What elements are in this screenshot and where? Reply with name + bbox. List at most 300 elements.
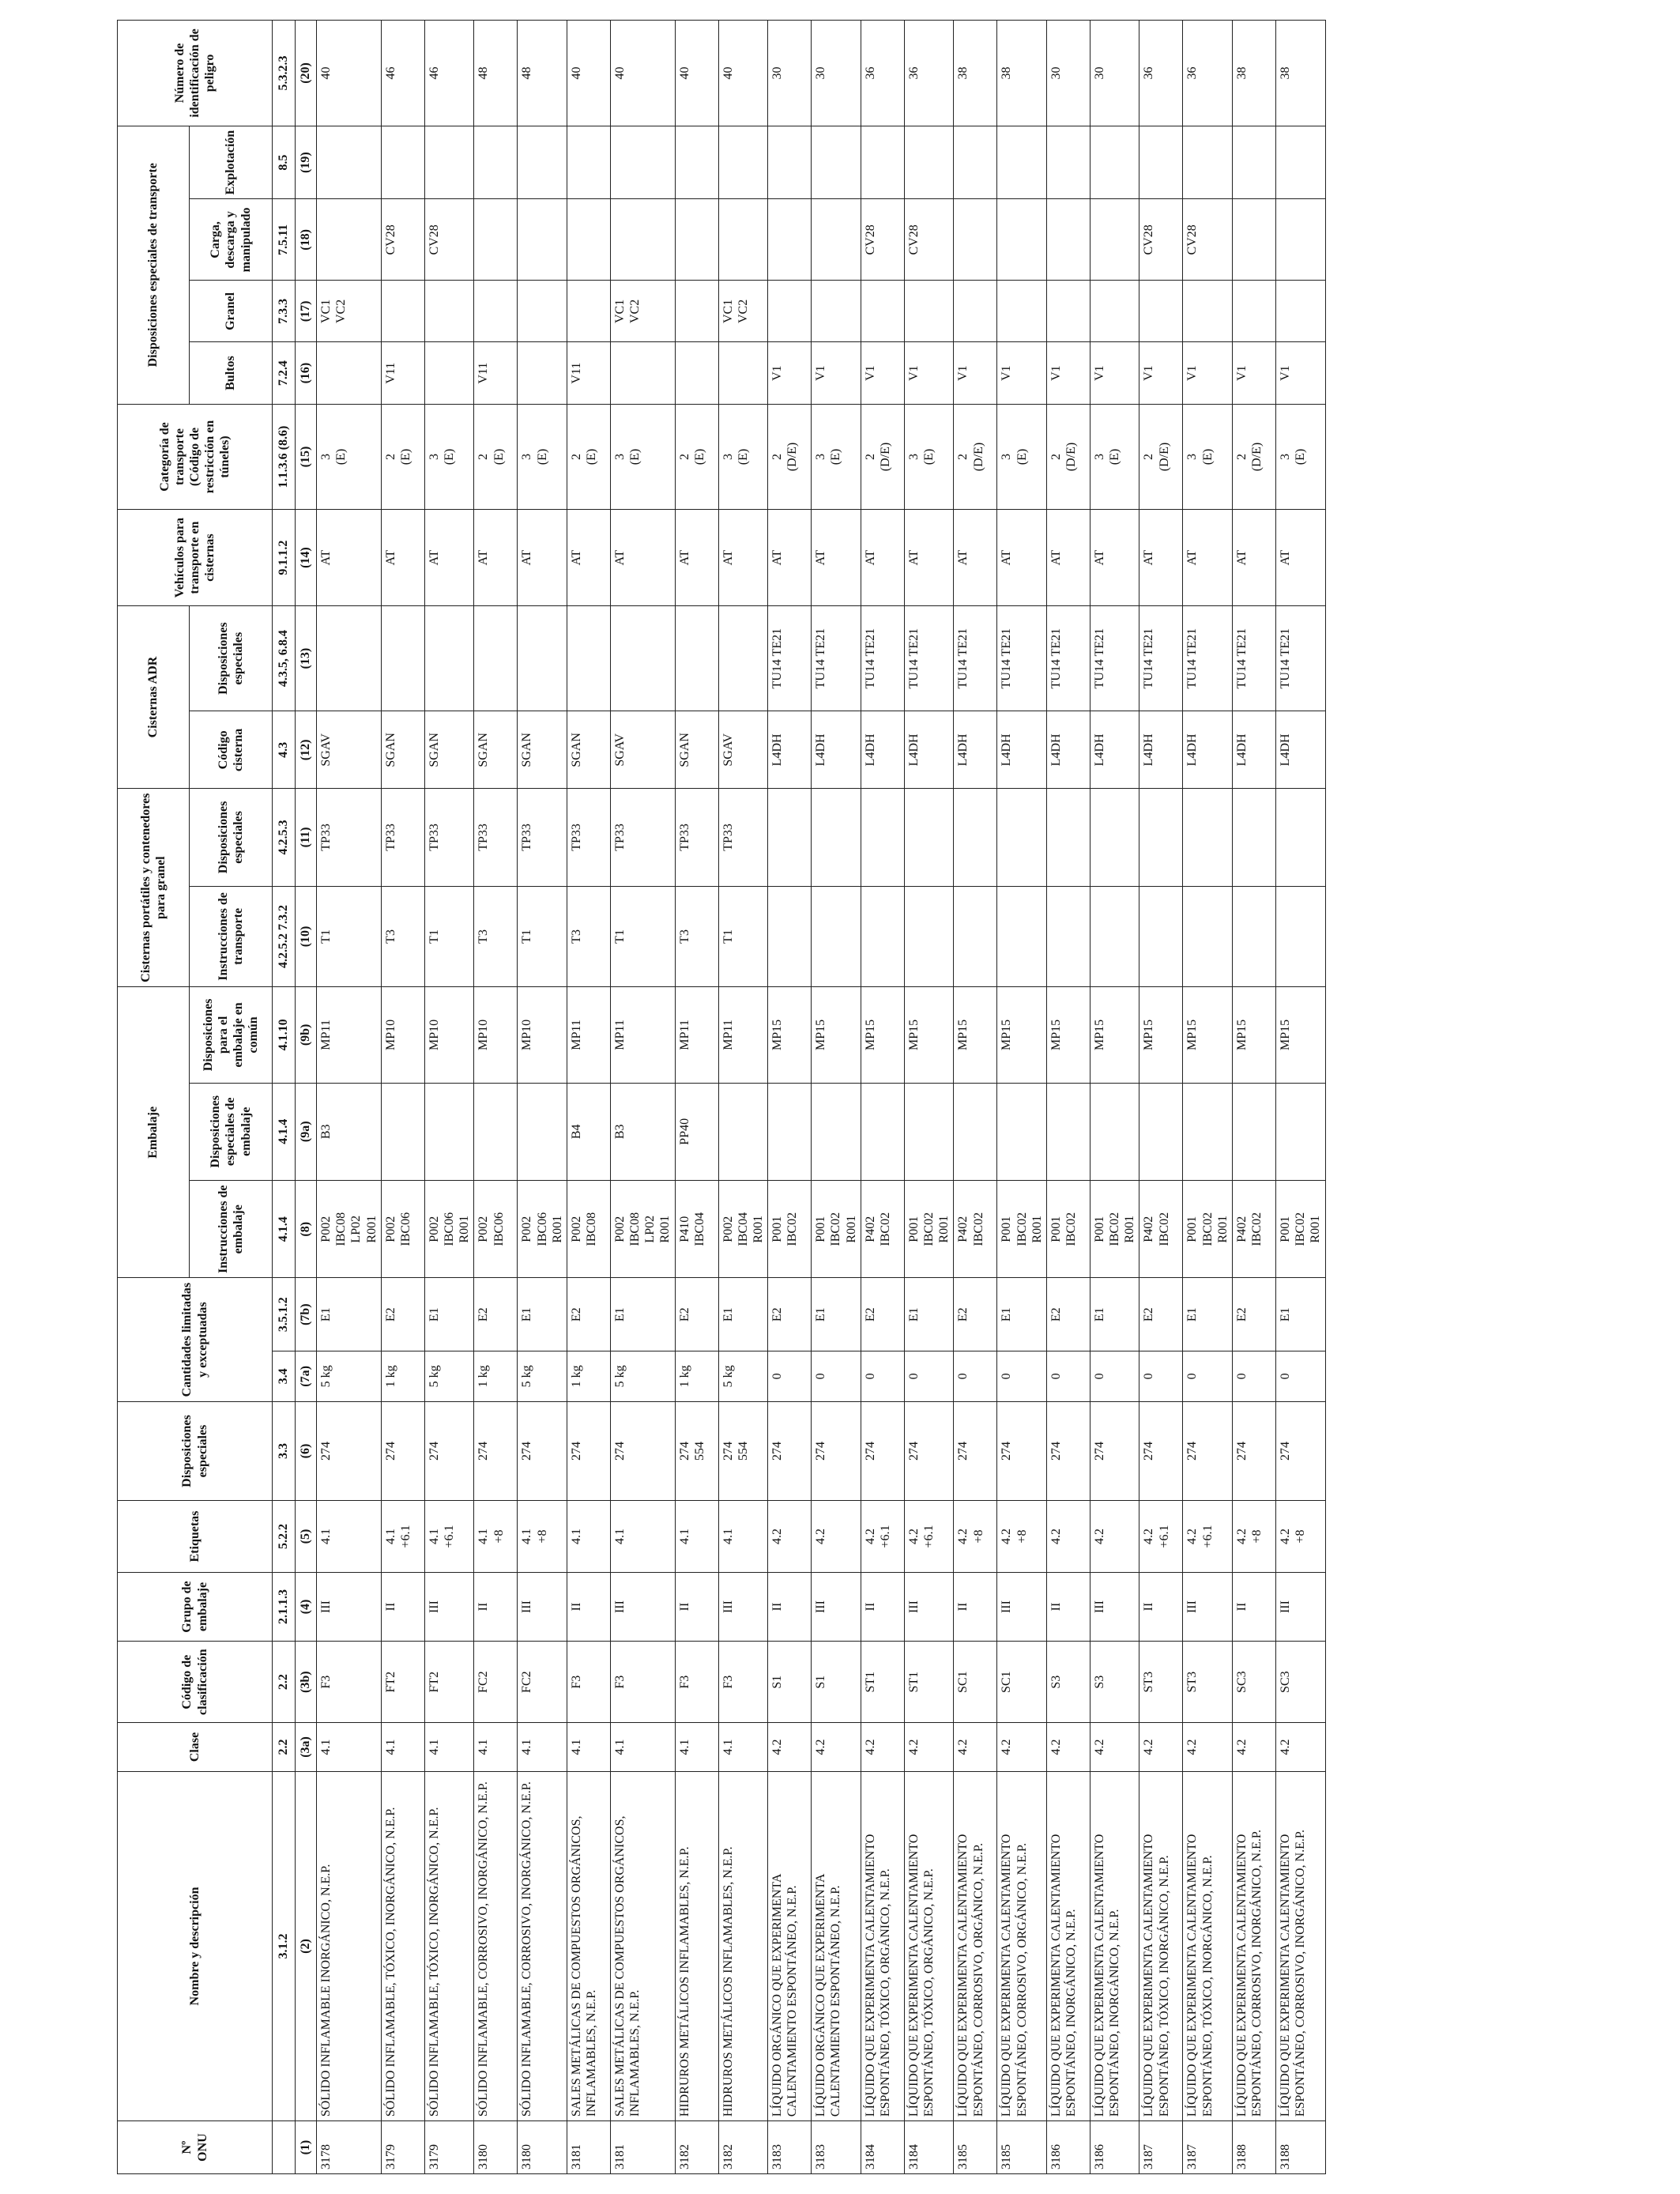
cell-class: 4.2 [904, 1723, 954, 1772]
cell-line: 4.1 [383, 1529, 397, 1545]
cell-packing-special: B4 [567, 1083, 610, 1180]
cell-classification-code: SC1 [997, 1642, 1047, 1723]
cell-packing-group: III [518, 1572, 567, 1641]
cell-mixed-packing: MP11 [718, 987, 768, 1083]
cell-limited-quantity: 0 [904, 1351, 954, 1402]
cell-loading-provision [474, 199, 518, 281]
table-body [317, 21, 1326, 2174]
cell-class: 4.2 [812, 1723, 861, 1772]
cell-tank-special: TU14 TE21 [1046, 605, 1090, 711]
cell-portable-tank-instruction [1276, 886, 1326, 987]
cell-packing-instructions [518, 1181, 567, 1278]
cell-portable-tank-special [904, 789, 954, 886]
cell-packing-group: III [610, 1572, 675, 1641]
cell-substance-name: LÍQUIDO ORGÁNICO QUE EXPERIMENTA CALENTAMIENTO ESPONTÁNEO, N.E.P. [812, 1771, 861, 2120]
cell-substance-name: LÍQUIDO QUE EXPERIMENTA CALENTAMIENTO ESPONTÁNEO, CORROSIVO, INORGÁNICO, N.E.P. [1276, 1771, 1326, 2120]
cell-loading-provision [718, 199, 768, 281]
cell-packing-instructions [812, 1181, 861, 1278]
reference-cell: 7.5.11 [273, 199, 296, 281]
cell-line: 2 [383, 454, 397, 461]
cell-packing-special [718, 1083, 768, 1180]
reference-cell: 4.1.4 [273, 1181, 296, 1278]
cell-transport-category [718, 404, 768, 510]
cell-tank-special: TU14 TE21 [1276, 605, 1326, 711]
cell-class: 4.1 [424, 1723, 474, 1772]
column-number-cell: (2) [296, 1771, 317, 2120]
cell-hazard-number: 46 [424, 21, 474, 126]
cell-line: +6.1 [878, 1525, 892, 1548]
cell-portable-tank-instruction: T1 [317, 886, 382, 987]
cell-excepted-quantity: E2 [954, 1278, 997, 1351]
cell-line: 3 [319, 454, 333, 461]
header-tank-sp: Disposiciones especiales [190, 605, 273, 711]
cell-line: P002 [721, 1216, 735, 1242]
cell-labels: 4.1 [610, 1501, 675, 1573]
cell-line: R001 [658, 1215, 672, 1243]
header-tank-code: Código cisterna [190, 711, 273, 789]
cell-tank-code: L4DH [1046, 711, 1090, 789]
cell-line: 2 [956, 454, 970, 461]
cell-portable-tank-instruction [812, 886, 861, 987]
cell-un-number: 3184 [904, 2121, 954, 2174]
column-number-cell: (19) [296, 126, 317, 199]
cell-line: VC1 [612, 299, 627, 324]
cell-packing-group: II [768, 1572, 812, 1641]
cell-line: P002 [569, 1216, 583, 1242]
reference-cell: 4.3.5, 6.8.4 [273, 605, 296, 711]
cell-packing-special [997, 1083, 1047, 1180]
header-labels: Etiquetas [118, 1501, 273, 1573]
cell-hazard-number: 36 [1139, 21, 1183, 126]
cell-class: 4.1 [474, 1723, 518, 1772]
cell-excepted-quantity: E2 [474, 1278, 518, 1351]
cell-line: (E) [1294, 448, 1308, 466]
cell-mixed-packing: MP15 [997, 987, 1047, 1083]
cell-limited-quantity: 1 kg [567, 1351, 610, 1402]
cell-portable-tank-instruction: T3 [675, 886, 718, 987]
cell-transport-category [1139, 404, 1183, 510]
cell-packing-instructions [675, 1181, 718, 1278]
cell-line: (D/E) [1250, 442, 1264, 472]
cell-portable-tank-special [861, 789, 904, 886]
cell-un-number: 3182 [718, 2121, 768, 2174]
cell-hazard-number: 38 [1233, 21, 1276, 126]
cell-transport-category [997, 404, 1047, 510]
cell-hazard-number: 48 [518, 21, 567, 126]
cell-packing-group: II [1046, 1572, 1090, 1641]
cell-line: +8 [971, 1529, 985, 1544]
cell-classification-code: FT2 [381, 1642, 424, 1723]
cell-tank-special [675, 605, 718, 711]
cell-line: +8 [535, 1529, 549, 1544]
cell-line: R001 [458, 1215, 472, 1243]
cell-line: 4.1 [427, 1529, 441, 1545]
cell-hazard-number: 40 [567, 21, 610, 126]
reference-cell: 7.3.3 [273, 281, 296, 342]
reference-cell: 4.2.5.3 [273, 789, 296, 886]
cell-packages-provision [317, 342, 382, 404]
cell-bulk-provision [474, 281, 518, 342]
cell-packages-provision: V1 [1090, 342, 1139, 404]
cell-class: 4.2 [1233, 1723, 1276, 1772]
cell-line: P002 [612, 1216, 627, 1242]
cell-line: P001 [770, 1216, 785, 1242]
cell-tank-vehicle: AT [1139, 510, 1183, 605]
cell-bulk-provision [567, 281, 610, 342]
cell-line: 3 [1185, 454, 1200, 461]
cell-transport-category [861, 404, 904, 510]
cell-line: IBC02 [1200, 1212, 1215, 1246]
table-row [861, 21, 904, 2174]
cell-tank-code: SGAN [675, 711, 718, 789]
cell-line: +6.1 [398, 1525, 412, 1548]
cell-line: R001 [550, 1215, 564, 1243]
cell-portable-tank-special [954, 789, 997, 886]
cell-line: LP02 [643, 1215, 657, 1243]
cell-special-provisions: 274 [1233, 1401, 1276, 1500]
cell-classification-code: S3 [1090, 1642, 1139, 1723]
cell-tank-vehicle: AT [1183, 510, 1233, 605]
cell-classification-code: F3 [675, 1642, 718, 1723]
cell-line: 274 [677, 1442, 691, 1461]
cell-line: (E) [492, 448, 506, 466]
table-row [518, 21, 567, 2174]
cell-un-number: 3182 [675, 2121, 718, 2174]
cell-line: LP02 [349, 1215, 363, 1243]
cell-special-provisions [718, 1401, 768, 1500]
cell-operation-provision [954, 126, 997, 199]
table-row [768, 21, 812, 2174]
cell-line: IBC06 [492, 1212, 506, 1246]
cell-transport-category [675, 404, 718, 510]
cell-limited-quantity: 1 kg [675, 1351, 718, 1402]
header-code: Código de clasificación [118, 1642, 273, 1723]
cell-substance-name: SÓLIDO INFLAMABLE INORGÁNICO, N.E.P. [317, 1771, 382, 2120]
cell-line: 3 [1279, 454, 1292, 461]
cell-hazard-number: 40 [718, 21, 768, 126]
cell-line: +8 [1294, 1529, 1308, 1544]
cell-packing-group: II [567, 1572, 610, 1641]
cell-line: IBC04 [692, 1212, 706, 1246]
cell-line: VC2 [736, 299, 750, 324]
cell-line: VC2 [334, 299, 348, 324]
cell-packing-instructions [424, 1181, 474, 1278]
cell-labels: 4.1 [675, 1501, 718, 1573]
cell-line: IBC02 [878, 1212, 892, 1246]
cell-packing-special: B3 [610, 1083, 675, 1180]
cell-excepted-quantity: E2 [675, 1278, 718, 1351]
cell-line: 554 [692, 1442, 706, 1461]
cell-tank-code: SGAV [610, 711, 675, 789]
cell-transport-category [954, 404, 997, 510]
cell-packing-special [861, 1083, 904, 1180]
cell-tank-vehicle: AT [317, 510, 382, 605]
cell-loading-provision [317, 199, 382, 281]
cell-line: IBC06 [442, 1212, 456, 1246]
cell-packing-group: III [812, 1572, 861, 1641]
cell-packing-group: II [675, 1572, 718, 1641]
header-pt-sp: Disposiciones especiales [190, 789, 273, 886]
cell-packing-group: III [904, 1572, 954, 1641]
cell-tank-vehicle: AT [424, 510, 474, 605]
cell-transport-category [1183, 404, 1233, 510]
cell-line: IBC08 [334, 1212, 348, 1246]
cell-labels: 4.1 [567, 1501, 610, 1573]
cell-hazard-number: 38 [954, 21, 997, 126]
header-bultos: Bultos [190, 342, 273, 404]
cell-transport-category [812, 404, 861, 510]
cell-operation-provision [904, 126, 954, 199]
cell-mixed-packing: MP15 [904, 987, 954, 1083]
cell-labels [381, 1501, 424, 1573]
cell-hazard-number: 36 [1183, 21, 1233, 126]
column-number-cell: (8) [296, 1181, 317, 1278]
cell-tank-special [474, 605, 518, 711]
cell-excepted-quantity: E2 [768, 1278, 812, 1351]
cell-line: IBC08 [628, 1212, 642, 1246]
cell-packing-instructions [381, 1181, 424, 1278]
cell-line: P001 [814, 1216, 828, 1242]
cell-bulk-provision [861, 281, 904, 342]
cell-portable-tank-instruction: T3 [381, 886, 424, 987]
cell-packing-special [1183, 1083, 1233, 1180]
cell-un-number: 3185 [954, 2121, 997, 2174]
cell-portable-tank-instruction [1233, 886, 1276, 987]
cell-labels: 4.1 [718, 1501, 768, 1573]
cell-packages-provision: V1 [812, 342, 861, 404]
cell-packing-group: III [1090, 1572, 1139, 1641]
cell-transport-category [1233, 404, 1276, 510]
cell-portable-tank-special: TP33 [567, 789, 610, 886]
cell-tank-vehicle: AT [1090, 510, 1139, 605]
cell-bulk-provision [1183, 281, 1233, 342]
cell-special-provisions [675, 1401, 718, 1500]
cell-classification-code: SC1 [954, 1642, 997, 1723]
cell-limited-quantity: 0 [954, 1351, 997, 1402]
cell-line: +8 [492, 1529, 506, 1544]
cell-operation-provision [317, 126, 382, 199]
header-explotacion: Explotación [190, 126, 273, 199]
reference-cell: 4.3 [273, 711, 296, 789]
cell-special-provisions: 274 [518, 1401, 567, 1500]
cell-mixed-packing: MP15 [1139, 987, 1183, 1083]
cell-packing-instructions [610, 1181, 675, 1278]
cell-classification-code: ST1 [861, 1642, 904, 1723]
cell-line: (E) [398, 448, 412, 466]
cell-line: (E) [628, 448, 642, 466]
cell-portable-tank-instruction [1139, 886, 1183, 987]
cell-tank-special: TU14 TE21 [997, 605, 1047, 711]
cell-line: +8 [1250, 1529, 1264, 1544]
cell-tank-special: TU14 TE21 [812, 605, 861, 711]
cell-excepted-quantity: E1 [518, 1278, 567, 1351]
column-number-cell: (13) [296, 605, 317, 711]
cell-tank-vehicle: AT [904, 510, 954, 605]
cell-labels [954, 1501, 997, 1573]
cell-substance-name: HIDRUROS METÁLICOS INFLAMABLES, N.E.P. [718, 1771, 768, 2120]
cell-line: IBC02 [1294, 1212, 1308, 1246]
cell-portable-tank-instruction [1090, 886, 1139, 987]
cell-transport-category [424, 404, 474, 510]
cell-packing-group: III [1276, 1572, 1326, 1641]
cell-class: 4.2 [861, 1723, 904, 1772]
cell-bulk-provision [812, 281, 861, 342]
header-pi: Instrucciones de embalaje [190, 1181, 273, 1278]
column-number-cell: (3a) [296, 1723, 317, 1772]
cell-tank-code: L4DH [812, 711, 861, 789]
cell-portable-tank-instruction [1046, 886, 1090, 987]
column-number-cell: (17) [296, 281, 317, 342]
cell-line: VC1 [721, 299, 735, 324]
cell-line: 4.2 [1185, 1529, 1200, 1545]
cell-mixed-packing: MP10 [518, 987, 567, 1083]
cell-portable-tank-special [1233, 789, 1276, 886]
cell-line: (D/E) [878, 442, 892, 472]
reference-cell: 3.5.1.2 [273, 1278, 296, 1351]
cell-packing-special [1090, 1083, 1139, 1180]
cell-class: 4.2 [1046, 1723, 1090, 1772]
cell-hazard-number: 36 [861, 21, 904, 126]
cell-tank-vehicle: AT [1276, 510, 1326, 605]
cell-packing-group: II [1139, 1572, 1183, 1641]
cell-line: 4.1 [477, 1529, 491, 1545]
table-row [718, 21, 768, 2174]
cell-limited-quantity: 1 kg [381, 1351, 424, 1402]
cell-bulk-provision [381, 281, 424, 342]
cell-substance-name: LÍQUIDO QUE EXPERIMENTA CALENTAMIENTO ESPONTÁNEO, TÓXICO, ORGÁNICO, N.E.P. [904, 1771, 954, 2120]
cell-labels: 4.2 [1090, 1501, 1139, 1573]
cell-line: 3 [1000, 454, 1014, 461]
cell-line: P002 [319, 1216, 333, 1242]
cell-substance-name: SÓLIDO INFLAMABLE, CORROSIVO, INORGÁNICO, N.E.P. [474, 1771, 518, 2120]
cell-packing-instructions [861, 1181, 904, 1278]
cell-classification-code: FC2 [474, 1642, 518, 1723]
cell-packages-provision: V1 [861, 342, 904, 404]
cell-tank-vehicle: AT [567, 510, 610, 605]
cell-un-number: 3185 [997, 2121, 1047, 2174]
cell-portable-tank-special: TP33 [317, 789, 382, 886]
cell-packages-provision [424, 342, 474, 404]
cell-line: (E) [1015, 448, 1029, 466]
cell-packing-group: III [1183, 1572, 1233, 1641]
cell-operation-provision [861, 126, 904, 199]
cell-transport-category [904, 404, 954, 510]
cell-labels [1183, 1501, 1233, 1573]
cell-class: 4.2 [1139, 1723, 1183, 1772]
cell-line: 4.2 [1000, 1529, 1014, 1545]
cell-packing-special [1046, 1083, 1090, 1180]
cell-excepted-quantity: E1 [424, 1278, 474, 1351]
cell-bulk-provision [424, 281, 474, 342]
header-mp: Disposiciones para el embalaje en común [190, 987, 273, 1083]
table-row [1046, 21, 1090, 2174]
cell-substance-name: LÍQUIDO QUE EXPERIMENTA CALENTAMIENTO ESPONTÁNEO, INORGÁNICO, N.E.P. [1046, 1771, 1090, 2120]
cell-hazard-number: 40 [317, 21, 382, 126]
cell-line: 4.1 [520, 1529, 534, 1545]
cell-line: P002 [477, 1216, 491, 1242]
cell-tank-special: TU14 TE21 [1233, 605, 1276, 711]
reference-cell: 3.3 [273, 1401, 296, 1500]
cell-tank-special: TU14 TE21 [1139, 605, 1183, 711]
cell-line: P402 [956, 1216, 970, 1242]
cell-packing-instructions [954, 1181, 997, 1278]
cell-substance-name: SÓLIDO INFLAMABLE, TÓXICO, INORGÁNICO, N.E.P. [381, 1771, 424, 2120]
cell-line: IBC02 [1064, 1212, 1079, 1246]
cell-un-number: 3180 [518, 2121, 567, 2174]
cell-line: VC2 [628, 299, 642, 324]
column-number-cell: (5) [296, 1501, 317, 1573]
cell-packages-provision: V1 [997, 342, 1047, 404]
cell-line: (E) [736, 448, 750, 466]
cell-labels [1233, 1501, 1276, 1573]
table-row [1183, 21, 1233, 2174]
cell-portable-tank-instruction [1183, 886, 1233, 987]
cell-bulk-provision [675, 281, 718, 342]
cell-un-number: 3188 [1233, 2121, 1276, 2174]
cell-transport-category [567, 404, 610, 510]
cell-labels [474, 1501, 518, 1573]
reference-cell: 2.2 [273, 1642, 296, 1723]
cell-line: (E) [1108, 448, 1122, 466]
cell-mixed-packing: MP15 [954, 987, 997, 1083]
cell-limited-quantity: 0 [1183, 1351, 1233, 1402]
cell-portable-tank-special [1139, 789, 1183, 886]
cell-loading-provision [768, 199, 812, 281]
cell-line: R001 [937, 1215, 951, 1243]
cell-portable-tank-special: TP33 [381, 789, 424, 886]
cell-un-number: 3187 [1139, 2121, 1183, 2174]
cell-portable-tank-special [997, 789, 1047, 886]
column-number-cell: (7b) [296, 1278, 317, 1351]
cell-line: (E) [692, 448, 706, 466]
cell-portable-tank-special: TP33 [610, 789, 675, 886]
cell-tank-vehicle: AT [954, 510, 997, 605]
cell-portable-tank-instruction [997, 886, 1047, 987]
cell-class: 4.2 [1090, 1723, 1139, 1772]
cell-classification-code: F3 [317, 1642, 382, 1723]
cell-portable-tank-special [812, 789, 861, 886]
cell-line: 4.2 [1235, 1529, 1249, 1545]
cell-line: R001 [364, 1215, 379, 1243]
cell-line: (E) [829, 448, 843, 466]
cell-line: P402 [1235, 1216, 1249, 1242]
cell-bulk-provision [518, 281, 567, 342]
cell-excepted-quantity: E2 [861, 1278, 904, 1351]
cell-line: P001 [1092, 1216, 1106, 1242]
cell-special-provisions: 274 [997, 1401, 1047, 1500]
cell-packing-group: III [718, 1572, 768, 1641]
cell-packing-group: II [954, 1572, 997, 1641]
cell-packages-provision: V1 [1233, 342, 1276, 404]
table-row [1139, 21, 1183, 2174]
column-number-cell: (20) [296, 21, 317, 126]
cell-packages-provision: V1 [1183, 342, 1233, 404]
cell-classification-code: ST1 [904, 1642, 954, 1723]
cell-class: 4.2 [1183, 1723, 1233, 1772]
cell-portable-tank-special [1090, 789, 1139, 886]
reference-cell: 4.1.4 [273, 1083, 296, 1180]
cell-bulk-provision [904, 281, 954, 342]
cell-labels: 4.2 [768, 1501, 812, 1573]
cell-class: 4.1 [567, 1723, 610, 1772]
cell-line: (E) [334, 448, 348, 466]
cell-line: P002 [520, 1216, 534, 1242]
cell-tank-code: SGAV [317, 711, 382, 789]
cell-packing-group: II [381, 1572, 424, 1641]
table-row [1090, 21, 1139, 2174]
cell-packing-group: II [474, 1572, 518, 1641]
cell-loading-provision: CV28 [904, 199, 954, 281]
